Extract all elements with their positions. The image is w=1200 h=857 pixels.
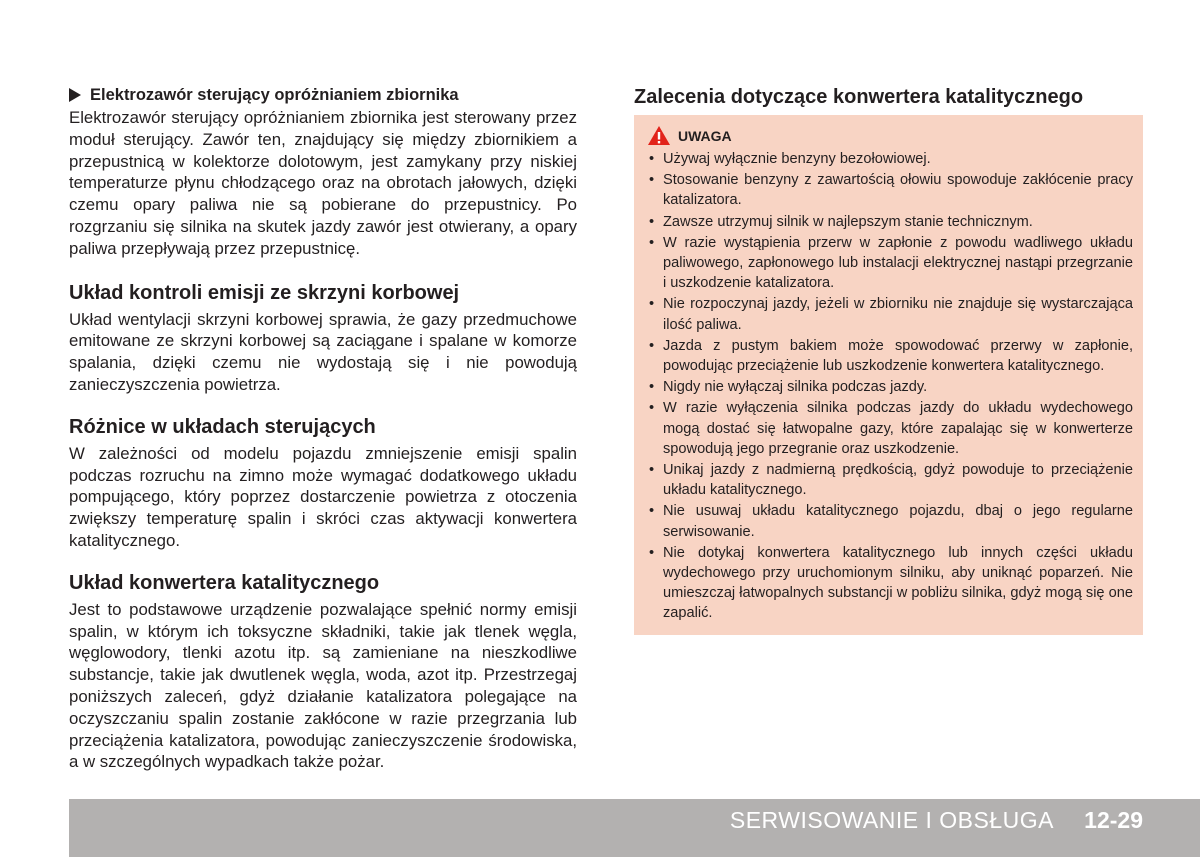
heading-control-differences: Różnice w układach sterujących xyxy=(69,415,376,438)
list-item: • Jazda z pustym bakiem może spowodować przerwy w zapłonie, powodując przeciążenie lub uszkodzenie konwertera katalitycznego. xyxy=(647,336,1133,376)
right-column xyxy=(634,84,1143,635)
warning-header xyxy=(647,125,1133,146)
heading-recommendations: Zalecenia dotyczące konwertera katalitycznego xyxy=(634,86,1084,108)
list-item: • Stosowanie benzyny z zawartością ołowiu spowoduje zakłócenie pracy katalizatora. xyxy=(647,170,1133,210)
paragraph-crankcase: Układ wentylacji skrzyni korbowej sprawia, że gazy przedmuchowe emitowane ze skrzyni korbowej są zaciągane i spalane w komorze spalania, dzięki czemu nie wydostają się i nie powodują zanieczyszczenia powietrza. xyxy=(69,309,577,394)
paragraph-valve: Elektrozawór sterujący opróżnianiem zbiornika jest sterowany przez moduł sterujący. Zawór ten, znajdujący się między zbiornikiem a przepustnicą w kolektorze dolotowym, jest zamykany przy niskiej temperaturze płynu chłodzącego oraz na obrotach jałowych, dzięki czemu opary paliwa nie są pobierane do przepustnicy. Po rozgrzaniu się silnika na skutek jazdy zawór jest otwierany, a opary paliwa przepływają przez przepustnicę. xyxy=(69,108,577,258)
heading-crankcase-emission: Układ kontroli emisji ze skrzyni korbowej xyxy=(69,281,460,304)
list-item: • W razie wyłączenia silnika podczas jazdy do układu wydechowego mogą dostać się łatwopalne gazy, które zapalając się w konwerterze spowodują jego przegranie oraz uszkodzenie. xyxy=(647,398,1133,459)
warning-box xyxy=(634,115,1143,635)
page-number: 12-29 xyxy=(1084,807,1143,833)
left-column xyxy=(69,84,577,773)
list-item: • Nie usuwaj układu katalitycznego pojazdu, dbaj o jego regularne serwisowanie. xyxy=(647,501,1133,541)
footer-bar xyxy=(69,799,1200,857)
warning-triangle-icon xyxy=(647,125,671,146)
list-item: • Używaj wyłącznie benzyny bezołowiowej. xyxy=(647,149,1133,169)
triangle-right-icon xyxy=(69,88,81,102)
paragraph-control: W zależności od modelu pojazdu zmniejszenie emisji spalin podczas rozruchu na zimno może wymagać dodatkowego układu pompującego, który poprzez dostarczenie powietrza z otoczenia zwiększy temperaturę spalin i skróci czas aktywacji konwertera katalitycznego. xyxy=(69,443,577,550)
subheading-text: Elektrozawór sterujący opróżnianiem zbiornika xyxy=(90,86,459,104)
heading-catalytic-system: Układ konwertera katalitycznego xyxy=(69,571,380,594)
list-item: • Nie dotykaj konwertera katalitycznego lub innych części układu wydechowego przy uruchomionym silniku, aby uniknąć poparzeń. Nie umieszczaj łatwopalnych substancji w pobliżu silnika, gdyż mogą się one zapalić. xyxy=(647,543,1133,624)
list-item: • W razie wystąpienia przerw w zapłonie z powodu wadliwego układu paliwowego, zapłonowego lub instalacji elektrycznej nastąpi przegrzanie i uszkodzenie katalizatora. xyxy=(647,233,1133,294)
list-item: • Nigdy nie wyłączaj silnika podczas jazdy. xyxy=(647,377,1133,397)
paragraph-catalytic: Jest to podstawowe urządzenie pozwalające spełnić normy emisji spalin, w którym ich toksyczne składniki, takie jak tlenek węgla, węglowodory, tlenki azotu itp. są zamieniane na nieszkodliwe substancje, takie jak dwutlenek węgla, woda, azot itp. Przestrzegaj poniższych zaleceń, gdyż działanie katalizatora polegające na oczyszczaniu spalin zostanie zakłócone w razie przegrzania lub przeciążenia katalizatora, powodując zanieczyszczenie środowiska, a w szczególnych wypadkach także pożar. xyxy=(69,599,577,772)
footer-section-title: SERWISOWANIE I OBSŁUGA xyxy=(729,807,1054,833)
warning-list xyxy=(647,149,1133,624)
list-item: • Nie rozpoczynaj jazdy, jeżeli w zbiorniku nie znajduje się wystarczająca ilość paliwa. xyxy=(647,294,1133,334)
subheading xyxy=(69,84,577,106)
warning-label: UWAGA xyxy=(678,127,732,144)
list-item: • Unikaj jazdy z nadmierną prędkością, gdyż powoduje to przeciążenie układu katalitycznego. xyxy=(647,460,1133,500)
list-item: • Zawsze utrzymuj silnik w najlepszym stanie technicznym. xyxy=(647,212,1133,232)
